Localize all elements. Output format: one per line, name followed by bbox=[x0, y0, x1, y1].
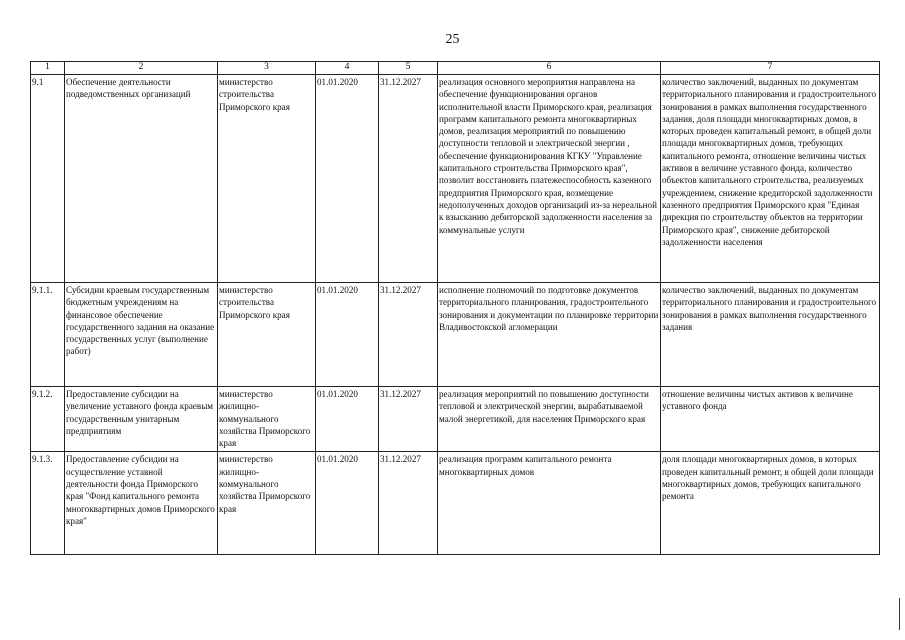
measure-description: исполнение полномочий по подготовке документов территориального планирования, градостроительного зонирования и документации по планировке территории Владивостокской агломерации bbox=[438, 283, 661, 387]
column-number: 5 bbox=[379, 62, 438, 75]
measure-name: Предоставление субсидии на увеличение уставного фонда краевым государственным унитарным предприятиям bbox=[65, 387, 218, 452]
table-row bbox=[31, 452, 880, 555]
end-date: 31.12.2027 bbox=[379, 75, 438, 283]
target-indicators: количество заключений, выданных по документам территориального планирования и градостроительного зонирования в рамках выполнения государственного задания bbox=[661, 283, 880, 387]
row-number: 9.1.1. bbox=[31, 283, 65, 387]
end-date: 31.12.2027 bbox=[379, 283, 438, 387]
column-number: 7 bbox=[661, 62, 880, 75]
table-row bbox=[31, 75, 880, 283]
end-date: 31.12.2027 bbox=[379, 452, 438, 555]
scan-margin-mark bbox=[899, 598, 900, 630]
responsible-executor: министерство жилищно-коммунального хозяйства Приморского края bbox=[218, 387, 316, 452]
column-number-row bbox=[31, 62, 880, 75]
row-number: 9.1.3. bbox=[31, 452, 65, 555]
measure-name: Предоставление субсидии на осуществление уставной деятельности фонда Приморского края "Фонд капитального ремонта многоквартирных домов Приморского края" bbox=[65, 452, 218, 555]
row-number: 9.1 bbox=[31, 75, 65, 283]
responsible-executor: министерство жилищно-коммунального хозяйства Приморского края bbox=[218, 452, 316, 555]
table-row bbox=[31, 387, 880, 452]
start-date: 01.01.2020 bbox=[316, 75, 379, 283]
measure-description: реализация основного мероприятия направлена на обеспечение функционирования органов исполнительной власти Приморского края, реализация программ капитального ремонта многоквартирных домов, реализация мероприятий по повышению доступности тепловой и электрической энергии , обеспечение функционирования КГКУ "Управление капитального строительства Приморского края", позволит восстановить платежеспособность казенного предприятия Приморского края, возмещение недополученных доходов организаций из-за нереальной к взысканию дебиторской задолженности населения за коммунальные услуги bbox=[438, 75, 661, 283]
measure-name: Субсидии краевым государственным бюджетным учреждениям на финансовое обеспечение государственного задания на оказание государственных услуг (выполнение работ) bbox=[65, 283, 218, 387]
page-number: 25 bbox=[445, 32, 460, 47]
table-row bbox=[31, 283, 880, 387]
start-date: 01.01.2020 bbox=[316, 283, 379, 387]
row-number: 9.1.2. bbox=[31, 387, 65, 452]
measure-description: реализация мероприятий по повышению доступности тепловой и электрической энергии, вырабатываемой малой энергетикой, для населения Приморского края bbox=[438, 387, 661, 452]
target-indicators: количество заключений, выданных по документам территориального планирования и градостроительного зонирования в рамках выполнения государственного задания, доля площади многоквартирных домов, в которых проведен капитальный ремонт, в общей доли площади многоквартирных домов, требующих капитального ремонта, отношение величины чистых активов в величине уставного фонда, количество объектов капитального строительства, реализуемых учреждением, снижение кредиторской задолженности казенного предприятия Приморского края "Единая дирекция по строительству объектов на территории Приморского края", снижение дебиторской задолженности населения bbox=[661, 75, 880, 283]
start-date: 01.01.2020 bbox=[316, 387, 379, 452]
column-number: 3 bbox=[218, 62, 316, 75]
measure-description: реализация программ капитального ремонта многоквартирных домов bbox=[438, 452, 661, 555]
measure-name: Обеспечение деятельности подведомственных организаций bbox=[65, 75, 218, 283]
column-number: 2 bbox=[65, 62, 218, 75]
target-indicators: доля площади многоквартирных домов, в которых проведен капитальный ремонт, в общей доли площади многоквартирных домов, требующих капитального ремонта bbox=[661, 452, 880, 555]
responsible-executor: министерство строительства Приморского края bbox=[218, 283, 316, 387]
responsible-executor: министерство строительства Приморского края bbox=[218, 75, 316, 283]
column-number: 4 bbox=[316, 62, 379, 75]
program-measures-table bbox=[30, 61, 880, 555]
column-number: 1 bbox=[31, 62, 65, 75]
start-date: 01.01.2020 bbox=[316, 452, 379, 555]
end-date: 31.12.2027 bbox=[379, 387, 438, 452]
target-indicators: отношение величины чистых активов к величине уставного фонда bbox=[661, 387, 880, 452]
column-number: 6 bbox=[438, 62, 661, 75]
